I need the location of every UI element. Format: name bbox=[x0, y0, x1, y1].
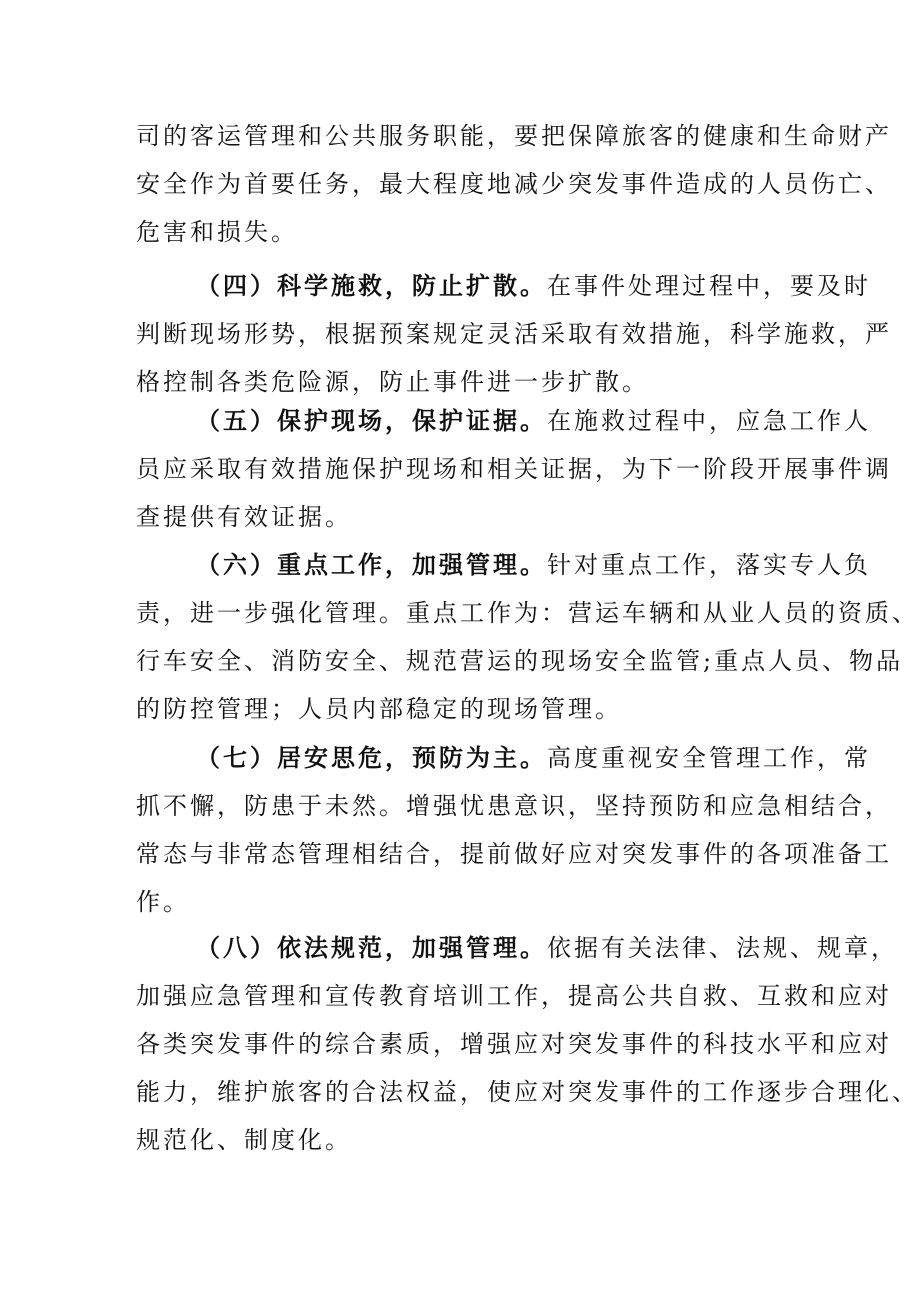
text-line bbox=[136, 541, 919, 589]
section-text: 针对重点工作，落实专人负 bbox=[547, 551, 871, 579]
text-line: 行车安全、消防安全、规范营运的现场安全监管;重点人员、物品 bbox=[136, 647, 904, 675]
text-line: 各类突发事件的综合素质，增强应对突发事件的科技水平和应对 bbox=[136, 1030, 892, 1058]
text-line: 责，进一步强化管理。重点工作为：营运车辆和从业人员的资质、 bbox=[136, 599, 919, 627]
text-line: 抓不懈，防患于未然。增强忧患意识，坚持预防和应急相结合， bbox=[136, 792, 892, 820]
text-line bbox=[136, 924, 919, 972]
section-heading: （四）科学施救，防止扩散。 bbox=[196, 272, 547, 300]
text-line: 常态与非常态管理相结合，提前做好应对突发事件的各项准备工 bbox=[136, 840, 892, 868]
text-line: 加强应急管理和宣传教育培训工作，提高公共自救、互救和应对 bbox=[136, 982, 892, 1010]
section-heading: （八）依法规范，加强管理。 bbox=[196, 934, 547, 962]
text-line: 判断现场形势，根据预案规定灵活采取有效措施，科学施救，严 bbox=[136, 320, 892, 348]
text-line: 危害和损失。 bbox=[136, 218, 298, 246]
text-line: 安全作为首要任务，最大程度地减少突发事件造成的人员伤亡、 bbox=[136, 170, 892, 198]
paragraph-section-7 bbox=[136, 734, 892, 926]
text-line: 格控制各类危险源，防止事件进一步扩散。 bbox=[136, 368, 649, 396]
paragraph-continuation bbox=[136, 112, 892, 256]
section-text: 高度重视安全管理工作，常 bbox=[547, 744, 871, 772]
text-line bbox=[136, 262, 892, 310]
text-line: 查提供有效证据。 bbox=[136, 503, 352, 531]
text-line: 规范化、制度化。 bbox=[136, 1126, 352, 1154]
text-line: 司的客运管理和公共服务职能，要把保障旅客的健康和生命财产 bbox=[136, 122, 892, 150]
paragraph-section-8 bbox=[136, 924, 919, 1164]
section-text: 依据有关法律、法规、规章， bbox=[547, 934, 898, 962]
section-heading: （五）保护现场，保护证据。 bbox=[196, 407, 547, 435]
paragraph-section-5 bbox=[136, 397, 892, 541]
paragraph-section-6 bbox=[136, 541, 919, 733]
text-line: 作。 bbox=[136, 888, 190, 916]
section-text: 在事件处理过程中，要及时 bbox=[547, 272, 871, 300]
text-line bbox=[136, 734, 892, 782]
section-heading: （六）重点工作，加强管理。 bbox=[196, 551, 547, 579]
text-line: 能力，维护旅客的合法权益，使应对突发事件的工作逐步合理化、 bbox=[136, 1078, 919, 1106]
text-line: 的防控管理；人员内部稳定的现场管理。 bbox=[136, 695, 622, 723]
paragraph-section-4 bbox=[136, 262, 892, 406]
section-heading: （七）居安思危，预防为主。 bbox=[196, 744, 547, 772]
text-line bbox=[136, 397, 892, 445]
text-line: 员应采取有效措施保护现场和相关证据，为下一阶段开展事件调 bbox=[136, 455, 892, 483]
section-text: 在施救过程中，应急工作人 bbox=[547, 407, 871, 435]
